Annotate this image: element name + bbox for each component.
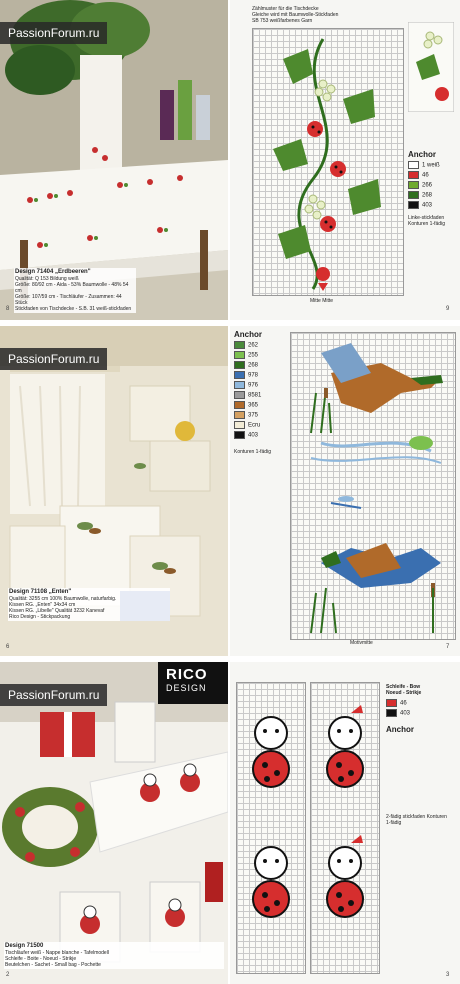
legend-note: 2-fädig stickfaden Konturen bbox=[386, 814, 447, 820]
caption-block bbox=[8, 588, 170, 621]
chart-title-line: SB 753 weißfarbenes Garn bbox=[252, 18, 313, 24]
page-number: 6 bbox=[6, 644, 10, 650]
caption-line: Kissen RG. „Libelle" Qualität 3232 Kanevaf bbox=[9, 608, 105, 614]
ladybug-bear-pattern bbox=[237, 683, 305, 973]
legend-row: 266 bbox=[408, 181, 432, 189]
grape-vine-pattern bbox=[253, 29, 403, 295]
magazine-spread-strawberries bbox=[0, 0, 460, 320]
legend-row: 403 bbox=[386, 709, 410, 717]
legend-row: 403 bbox=[408, 201, 432, 209]
legend-row: 978 bbox=[234, 371, 258, 379]
anchor-logo: Anchor bbox=[408, 150, 436, 159]
page-number: 3 bbox=[446, 972, 450, 978]
ladybug-motif bbox=[408, 22, 454, 112]
caption-line: Tischläufer weiß - Nappe blanche - Tafelmodell bbox=[5, 950, 109, 956]
caption-line: Größe: 80/92 cm - Aida - 53% Baumwolle - 48% 54 cm bbox=[15, 282, 129, 294]
legend-row: 268 bbox=[234, 361, 258, 369]
caption-title: Design 71500 bbox=[5, 943, 44, 949]
caption-line: Kissen RG. „Enten" 34x34 cm bbox=[9, 602, 76, 608]
legend-row: 255 bbox=[234, 351, 258, 359]
legend-rows bbox=[234, 341, 286, 445]
caption-block bbox=[4, 942, 224, 969]
legend-note: Konturen 1-fädig bbox=[234, 449, 271, 455]
site-badge: PassionForum.ru bbox=[0, 22, 107, 44]
cross-stitch-grid-bookmark-2 bbox=[310, 682, 380, 974]
ladybug-table-photo bbox=[0, 662, 228, 984]
thread-legend bbox=[234, 330, 286, 455]
grid-center-label: Motivmitte bbox=[350, 640, 373, 646]
photo-page-ladybugs bbox=[0, 662, 228, 984]
page-number: 7 bbox=[446, 644, 450, 650]
color-swatch bbox=[408, 161, 419, 169]
site-badge: PassionForum.ru bbox=[0, 348, 107, 370]
chart-title-line: Gleiche wird mit Baumwolle-Stickfaden bbox=[252, 12, 339, 18]
page-number: 9 bbox=[446, 306, 450, 312]
legend-row: 268 bbox=[408, 191, 432, 199]
photo-page-tablecloth bbox=[0, 0, 228, 320]
legend-note: 1-fädig bbox=[386, 820, 402, 826]
magazine-spread-ducks bbox=[0, 326, 460, 656]
chart-page-grapes bbox=[230, 0, 460, 320]
caption-line: Qualität: Q 153 Bildung weiß bbox=[15, 276, 79, 282]
page-number: 2 bbox=[6, 972, 10, 978]
caption-line: Rico Design - Stickpackung bbox=[9, 614, 71, 620]
caption-title: Design 71108 „Enten" bbox=[9, 589, 72, 595]
ladybug-bear-pattern bbox=[311, 683, 379, 973]
brand-sub: DESIGN bbox=[166, 683, 207, 693]
caption-block bbox=[14, 268, 136, 313]
cross-stitch-grid bbox=[252, 28, 404, 296]
legend-row: 8581 bbox=[234, 391, 261, 399]
legend-row: Ecru bbox=[234, 421, 260, 429]
cross-stitch-grid bbox=[290, 332, 456, 640]
caption-line: Stickfaden von Tischdecke - S.B. 31 weiß-stickfaden bbox=[15, 306, 132, 312]
legend-row: 375 bbox=[234, 411, 258, 419]
caption-title: Design 71404 „Erdbeeren" bbox=[15, 269, 91, 275]
legend-row: 1 weiß bbox=[408, 161, 440, 169]
color-swatch bbox=[408, 181, 419, 189]
photo-page-ducks bbox=[0, 326, 228, 656]
legend-rows bbox=[408, 161, 458, 211]
duck-pattern bbox=[291, 333, 455, 639]
anchor-logo: Anchor bbox=[234, 330, 262, 339]
legend-row: 46 bbox=[408, 171, 429, 179]
brand-name: RICO bbox=[166, 666, 208, 683]
caption-line: Beutelchen - Sachet - Small bag - Pochette bbox=[5, 962, 101, 968]
cross-stitch-grid-bookmark-1 bbox=[236, 682, 306, 974]
legend-row: 262 bbox=[234, 341, 258, 349]
legend-row: 46 bbox=[386, 699, 407, 707]
color-swatch bbox=[408, 171, 419, 179]
grid-center-label: Mitte Mitte bbox=[310, 298, 334, 304]
caption-line: Schleife - Boite - Noeud - Strikje bbox=[5, 956, 77, 962]
thread-legend bbox=[386, 684, 456, 826]
legend-title: Noeud - Strikje bbox=[386, 690, 422, 696]
legend-note: Konturen 1-fädig bbox=[408, 221, 445, 227]
chart-page-ducks bbox=[230, 326, 460, 656]
site-badge: PassionForum.ru bbox=[0, 684, 107, 706]
legend-row: 403 bbox=[234, 431, 258, 439]
legend-rows bbox=[386, 699, 456, 721]
color-swatch bbox=[408, 201, 419, 209]
magazine-spread-ladybugs bbox=[0, 662, 460, 984]
legend-row: 365 bbox=[234, 401, 258, 409]
chart-page-ladybugs bbox=[230, 662, 460, 984]
caption-line: Größe: 107/59 cm - Tischläufer - Zusammen: 44 Stück bbox=[15, 294, 122, 306]
rico-design-logo bbox=[158, 662, 228, 704]
legend-note: Linke-stickfaden bbox=[408, 215, 445, 221]
color-swatch bbox=[408, 191, 419, 199]
caption-line: Qualität: 3255 cm 100% Baumwolle, naturfarbig. bbox=[9, 596, 117, 602]
thread-legend bbox=[408, 150, 458, 227]
page-number: 8 bbox=[6, 306, 10, 312]
chart-title-line: Zählmuster für die Tischdecke bbox=[252, 6, 319, 12]
legend-row: 976 bbox=[234, 381, 258, 389]
legend-title: Schleife - Bow bbox=[386, 684, 421, 690]
chart-title bbox=[252, 6, 372, 24]
anchor-logo: Anchor bbox=[386, 725, 414, 734]
